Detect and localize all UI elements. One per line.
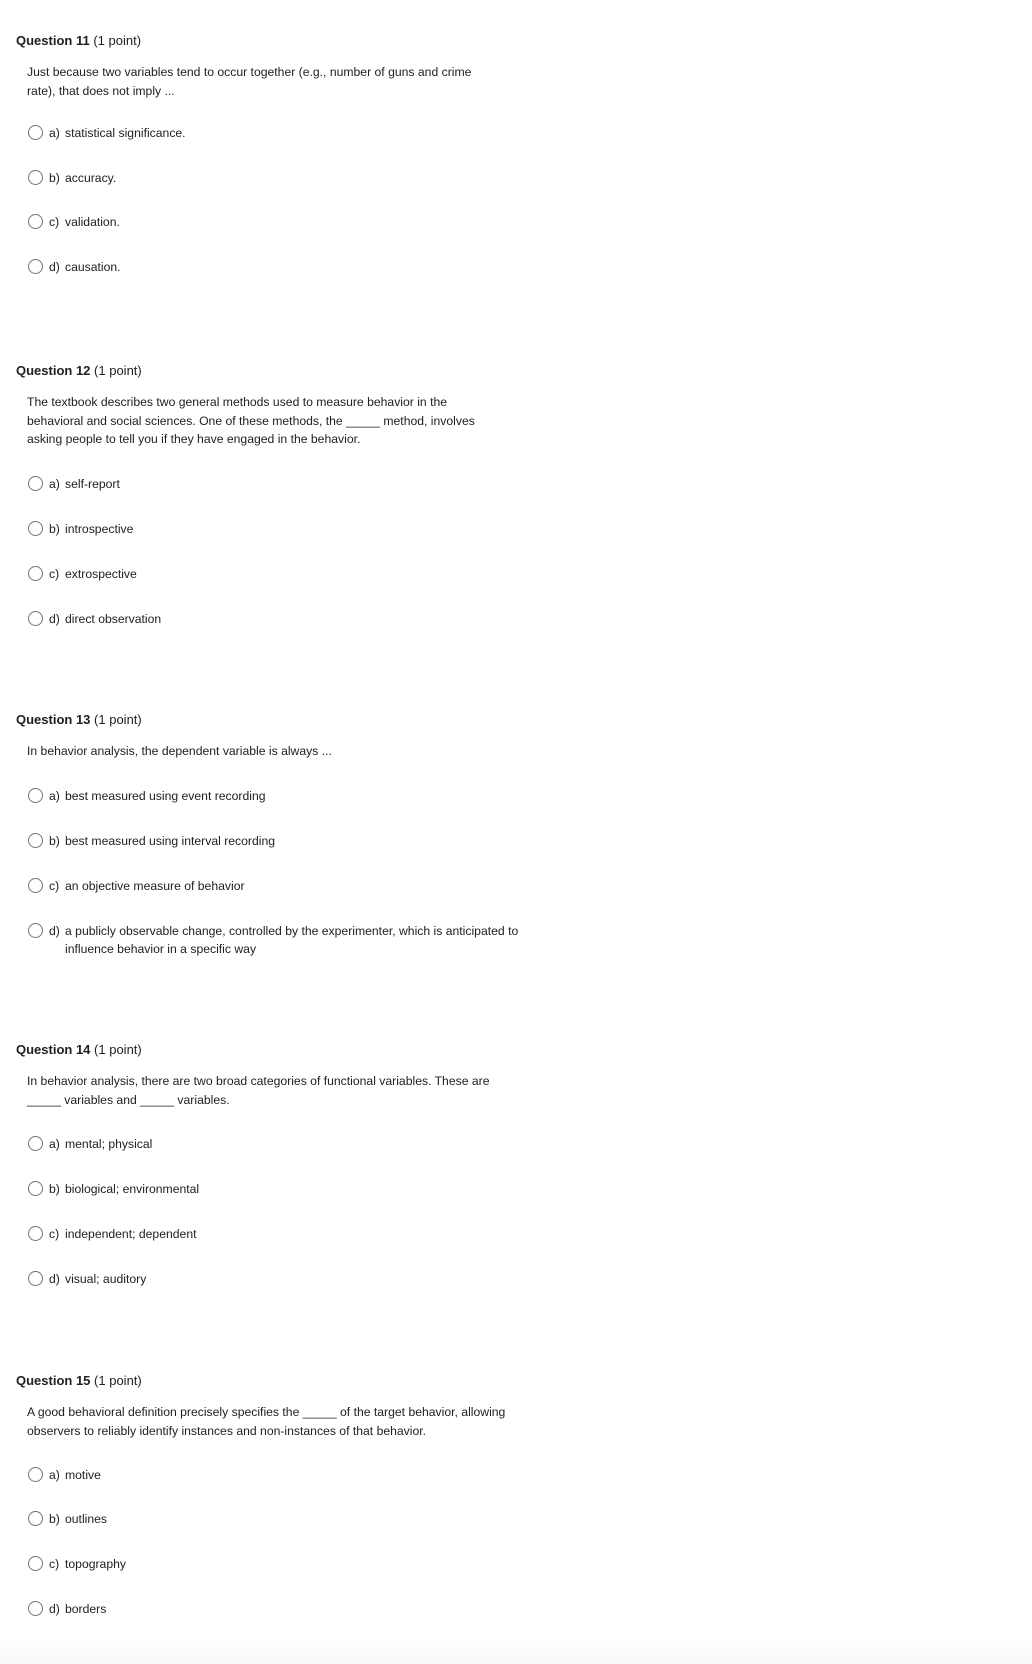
radio-button-icon[interactable] [28,214,43,229]
option-c[interactable] [28,213,536,231]
question-14 [16,1042,536,1288]
option-d[interactable] [28,922,536,958]
radio-button-icon[interactable] [28,1511,43,1526]
option-letter: c) [49,1557,60,1571]
option-text: motive [65,1468,101,1482]
option-text: topography [65,1557,126,1571]
option-letter: a) [49,1137,60,1151]
option-a[interactable] [28,1466,536,1484]
option-c[interactable] [28,877,536,895]
radio-button-icon[interactable] [28,1226,43,1241]
option-text: causation. [65,260,121,274]
radio-button-icon[interactable] [28,170,43,185]
option-text: best measured using interval recording [65,833,276,848]
option-text: direct observation [65,611,162,626]
question-points: (1 point) [93,33,142,48]
option-c[interactable] [28,1555,536,1573]
radio-button-icon[interactable] [28,1601,43,1616]
option-a[interactable] [28,787,536,805]
option-d[interactable] [28,258,536,276]
question-title: Question 14 [16,1042,91,1057]
question-header [16,363,536,379]
answer-options [16,475,536,628]
option-letter: b) [49,1182,60,1196]
option-letter: c) [49,566,60,581]
option-d[interactable] [28,1270,536,1288]
question-points: (1 point) [94,363,142,378]
option-letter: a) [49,126,60,140]
option-d[interactable] [28,610,536,628]
answer-options [16,1466,536,1618]
radio-button-icon[interactable] [28,125,43,140]
radio-button-icon[interactable] [28,1467,43,1482]
option-b[interactable] [28,1510,536,1528]
option-b[interactable] [28,520,536,538]
option-text: extrospective [65,566,137,581]
option-letter: d) [49,923,60,938]
option-text: biological; environmental [65,1182,200,1196]
radio-button-icon[interactable] [28,788,43,803]
option-letter: a) [49,788,60,803]
option-letter: a) [49,476,60,491]
option-b[interactable] [28,1180,536,1198]
question-points: (1 point) [94,1373,142,1388]
question-header [16,712,536,728]
radio-button-icon[interactable] [28,1181,43,1196]
option-letter: d) [49,1272,60,1286]
answer-options [16,1135,536,1288]
option-text: a publicly observable change, controlled by the experimenter, which is anticipated to influence behavior in a specific way [65,923,519,956]
option-a[interactable] [28,475,536,493]
question-title: Question 15 [16,1373,91,1388]
radio-button-icon[interactable] [28,1556,43,1571]
question-title: Question 12 [16,363,91,378]
question-header [16,1042,536,1058]
option-letter: d) [49,1602,60,1616]
question-13 [16,712,536,958]
radio-button-icon[interactable] [28,521,43,536]
option-letter: d) [49,611,60,626]
question-text: In behavior analysis, there are two broad categories of functional variables. These are _____ variables and _____ variables. [27,1074,490,1107]
option-d[interactable] [28,1600,536,1618]
radio-button-icon[interactable] [28,878,43,893]
option-letter: b) [49,833,60,848]
question-15 [16,1373,536,1618]
answer-options [16,124,536,276]
question-text: Just because two variables tend to occur together (e.g., number of guns and crime rate), that does not imply ... [27,65,472,98]
radio-button-icon[interactable] [28,833,43,848]
option-letter: c) [49,1227,60,1241]
option-text: self-report [65,476,120,491]
option-letter: b) [49,171,60,185]
option-b[interactable] [28,169,536,187]
radio-button-icon[interactable] [28,1136,43,1151]
option-text: introspective [65,521,134,536]
question-text: A good behavioral definition precisely specifies the _____ of the target behavior, allowing observers to reliably identify instances and non-instances of that behavior. [27,1405,506,1438]
option-text: independent; dependent [65,1227,197,1241]
option-letter: a) [49,1468,60,1482]
question-header [16,33,536,49]
question-text: In behavior analysis, the dependent variable is always ... [27,744,332,758]
radio-button-icon[interactable] [28,566,43,581]
question-title: Question 13 [16,712,91,727]
option-text: statistical significance. [65,126,186,140]
option-text: validation. [65,215,120,229]
option-letter: d) [49,260,60,274]
question-points: (1 point) [94,712,142,727]
option-text: visual; auditory [65,1272,147,1286]
option-b[interactable] [28,832,536,850]
option-a[interactable] [28,124,536,142]
option-letter: b) [49,521,60,536]
radio-button-icon[interactable] [28,259,43,274]
option-c[interactable] [28,1225,536,1243]
question-points: (1 point) [94,1042,142,1057]
option-text: borders [65,1602,107,1616]
question-12 [16,363,536,628]
question-text: The textbook describes two general methods used to measure behavior in the behavioral and social sciences. One of these methods, the _____ method, involves asking people to tell you if they have engaged in the behavior. [27,395,475,446]
option-text: outlines [65,1512,108,1526]
option-text: best measured using event recording [65,788,266,803]
option-text: mental; physical [65,1137,153,1151]
answer-options [16,787,536,958]
radio-button-icon[interactable] [28,476,43,491]
radio-button-icon[interactable] [28,923,43,938]
radio-button-icon[interactable] [28,1271,43,1286]
question-11 [16,33,536,276]
question-header [16,1373,536,1389]
option-text: an objective measure of behavior [65,878,245,893]
question-title: Question 11 [16,33,90,48]
option-letter: c) [49,878,60,893]
option-letter: b) [49,1512,60,1526]
option-a[interactable] [28,1135,536,1153]
radio-button-icon[interactable] [28,611,43,626]
option-c[interactable] [28,565,536,583]
option-text: accuracy. [65,171,117,185]
option-letter: c) [49,215,60,229]
